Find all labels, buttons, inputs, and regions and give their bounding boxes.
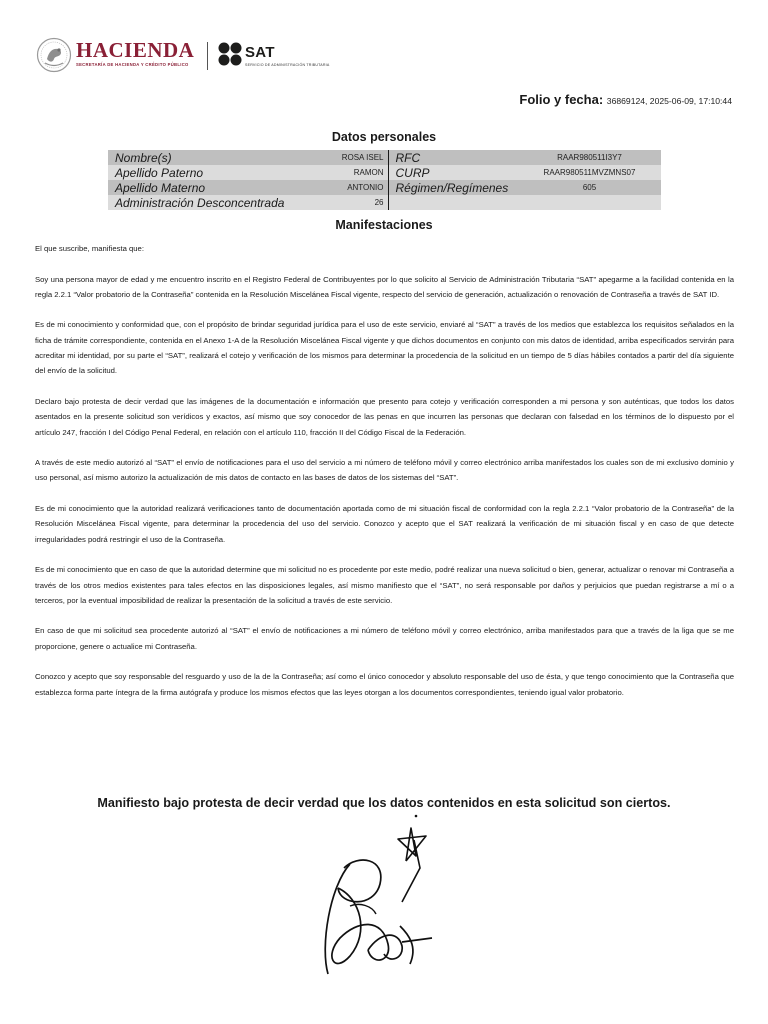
hacienda-title: HACIENDA xyxy=(76,38,195,62)
manifestations-body xyxy=(35,241,734,715)
table-row xyxy=(108,150,661,165)
field-label: Administración Desconcentrada xyxy=(108,195,326,210)
field-label: RFC xyxy=(388,150,518,165)
field-label xyxy=(388,195,518,210)
manifest-paragraph: Es de mi conocimiento y conformidad que, con el propósito de brindar seguridad jurídica para el uso de este servicio, enviaré al “SAT” a través de los medios que establezca los requisitos señalados en la ficha de trámite correspondiente, contenida en el Anexo 1-A de la Resolución Miscelánea Fiscal vigente y que dichos documentos en conjunto con mis datos de identidad, arriba especificados servirán para acreditar mi identidad, por su parte el “SAT”, realizará el cotejo y verificación de los mismos para determinar la procedencia de la solicitud en un tiempo de 5 días hábiles contados a partir del día siguiente del envío de la solicitud. xyxy=(35,320,734,376)
field-value: RAMON xyxy=(326,165,388,180)
sat-logo-icon xyxy=(217,41,243,67)
manifest-paragraph: Es de mi conocimiento que la autoridad realizará verificaciones tanto de documentación aportada como de mi situación fiscal de conformidad con la regla 2.2.1 “Valor probatorio de la Contraseña” de la Resolución Miscelánea Fiscal vigente, para determinar la procedencia del uso del servicio. Conozco y acepto que el SAT realizará la verificación de mi situación fiscal y en caso de que detecte irregularidades podrá restringir el uso de la Contraseña. xyxy=(35,504,734,544)
table-row xyxy=(108,165,661,180)
field-label: CURP xyxy=(388,165,518,180)
table-row xyxy=(108,180,661,195)
manifest-paragraph: A través de este medio autorizó al “SAT” el envío de notificaciones para el uso del servicio a mi número de teléfono móvil y correo electrónico arriba manifestados los cuales son de mi exclusivo dominio y uso personal, así mismo autorizo la actualización de mis datos de contacto en las bases de datos de los sistemas del “SAT”. xyxy=(35,458,734,483)
declaration-statement: Manifiesto bajo protesta de decir verdad que los datos contenidos en esta solicitud son ciertos. xyxy=(97,796,671,810)
field-value xyxy=(518,195,661,210)
document-header xyxy=(34,36,364,76)
table-row xyxy=(108,195,661,210)
manifest-paragraph: Es de mi conocimiento que en caso de que la autoridad determine que mi solicitud no es procedente por este medio, podré realizar una nueva solicitud o bien, generar, actualizar o renovar mi Contraseña a través de los otros medios existentes para tales efectos en las disposiciones legales, así mismo manifiesto que el “SAT”, no será responsable por daños y perjuicios que puedan registrarse a mí o a terceros, por la eventual imposibilidad de realizar la presentación de la solicitud a través de este servicio. xyxy=(35,565,734,605)
manifestations-title: Manifestaciones xyxy=(335,218,433,232)
folio-value: 36869124, 2025-06-09, 17:10:44 xyxy=(606,96,732,106)
field-value: ANTONIO xyxy=(326,180,388,195)
sat-subtitle: SERVICIO DE ADMINISTRACIÓN TRIBUTARIA xyxy=(245,63,330,67)
personal-data-title: Datos personales xyxy=(331,130,437,144)
personal-data-table xyxy=(108,150,661,210)
handwritten-signature xyxy=(310,806,450,986)
field-label: Apellido Materno xyxy=(108,180,326,195)
field-value: ROSA ISEL xyxy=(326,150,388,165)
manifest-paragraph: Soy una persona mayor de edad y me encuentro inscrito en el Registro Federal de Contribuyentes por lo que solicito al Servicio de Administración Tributaria “SAT” apegarme a la facilidad contenida en la regla 2.2.1 “Valor probatorio de la Contraseña” contenida en la Resolución Miscelánea Fiscal vigente, respecto del servicio de generación, actualización o renovación de Contraseña a través de SAT ID. xyxy=(35,274,734,299)
folio-label: Folio y fecha: xyxy=(519,92,604,107)
manifest-paragraph: Declaro bajo protesta de decir verdad que las imágenes de la documentación e información que presento para cotejo y verificación corresponden a mi persona y son auténticas, que todos los datos asentados en la presente solicitud son verídicos y exactos, así mismo que soy conocedor de las penas en que incurren las personas que declaran con falsedad en los términos de lo dispuesto por el artículo 247, fracción I del Código Penal Federal, en relación con el artículo 110, fracción II del Código Fiscal de la Federación. xyxy=(35,396,734,437)
field-value: RAAR980511I3Y7 xyxy=(518,150,661,165)
coat-of-arms-icon xyxy=(36,37,72,73)
field-value: RAAR980511MVZMNS07 xyxy=(518,165,661,180)
hacienda-subtitle: SECRETARÍA DE HACIENDA Y CRÉDITO PÚBLICO xyxy=(76,62,189,67)
field-label: Régimen/Regímenes xyxy=(388,180,518,195)
header-divider xyxy=(207,42,208,70)
manifest-paragraph: En caso de que mi solicitud sea procedente autorizó al “SAT” el envío de notificaciones a mi número de teléfono móvil y correo electrónico, arriba manifestados para que a través de la liga que se me proporcione, genere o actualice mi Contraseña. xyxy=(35,626,734,651)
folio-line xyxy=(519,92,732,107)
field-value: 605 xyxy=(518,180,661,195)
sat-title: SAT xyxy=(245,44,275,61)
field-label: Nombre(s) xyxy=(108,150,326,165)
manifest-paragraph: Conozco y acepto que soy responsable del resguardo y uso de la de la Contraseña; así como el único conocedor y absoluto responsable del uso de ésta, y que tengo conocimiento que la Contraseña que establezca forma parte íntegra de la firma autógrafa y produce los mismos efectos que las leyes otorgan a los documentos correspondientes, teniendo igual valor probatorio. xyxy=(35,672,734,697)
intro-paragraph: El que suscribe, manifiesta que: xyxy=(35,244,144,253)
field-label: Apellido Paterno xyxy=(108,165,326,180)
field-value: 26 xyxy=(326,195,388,210)
